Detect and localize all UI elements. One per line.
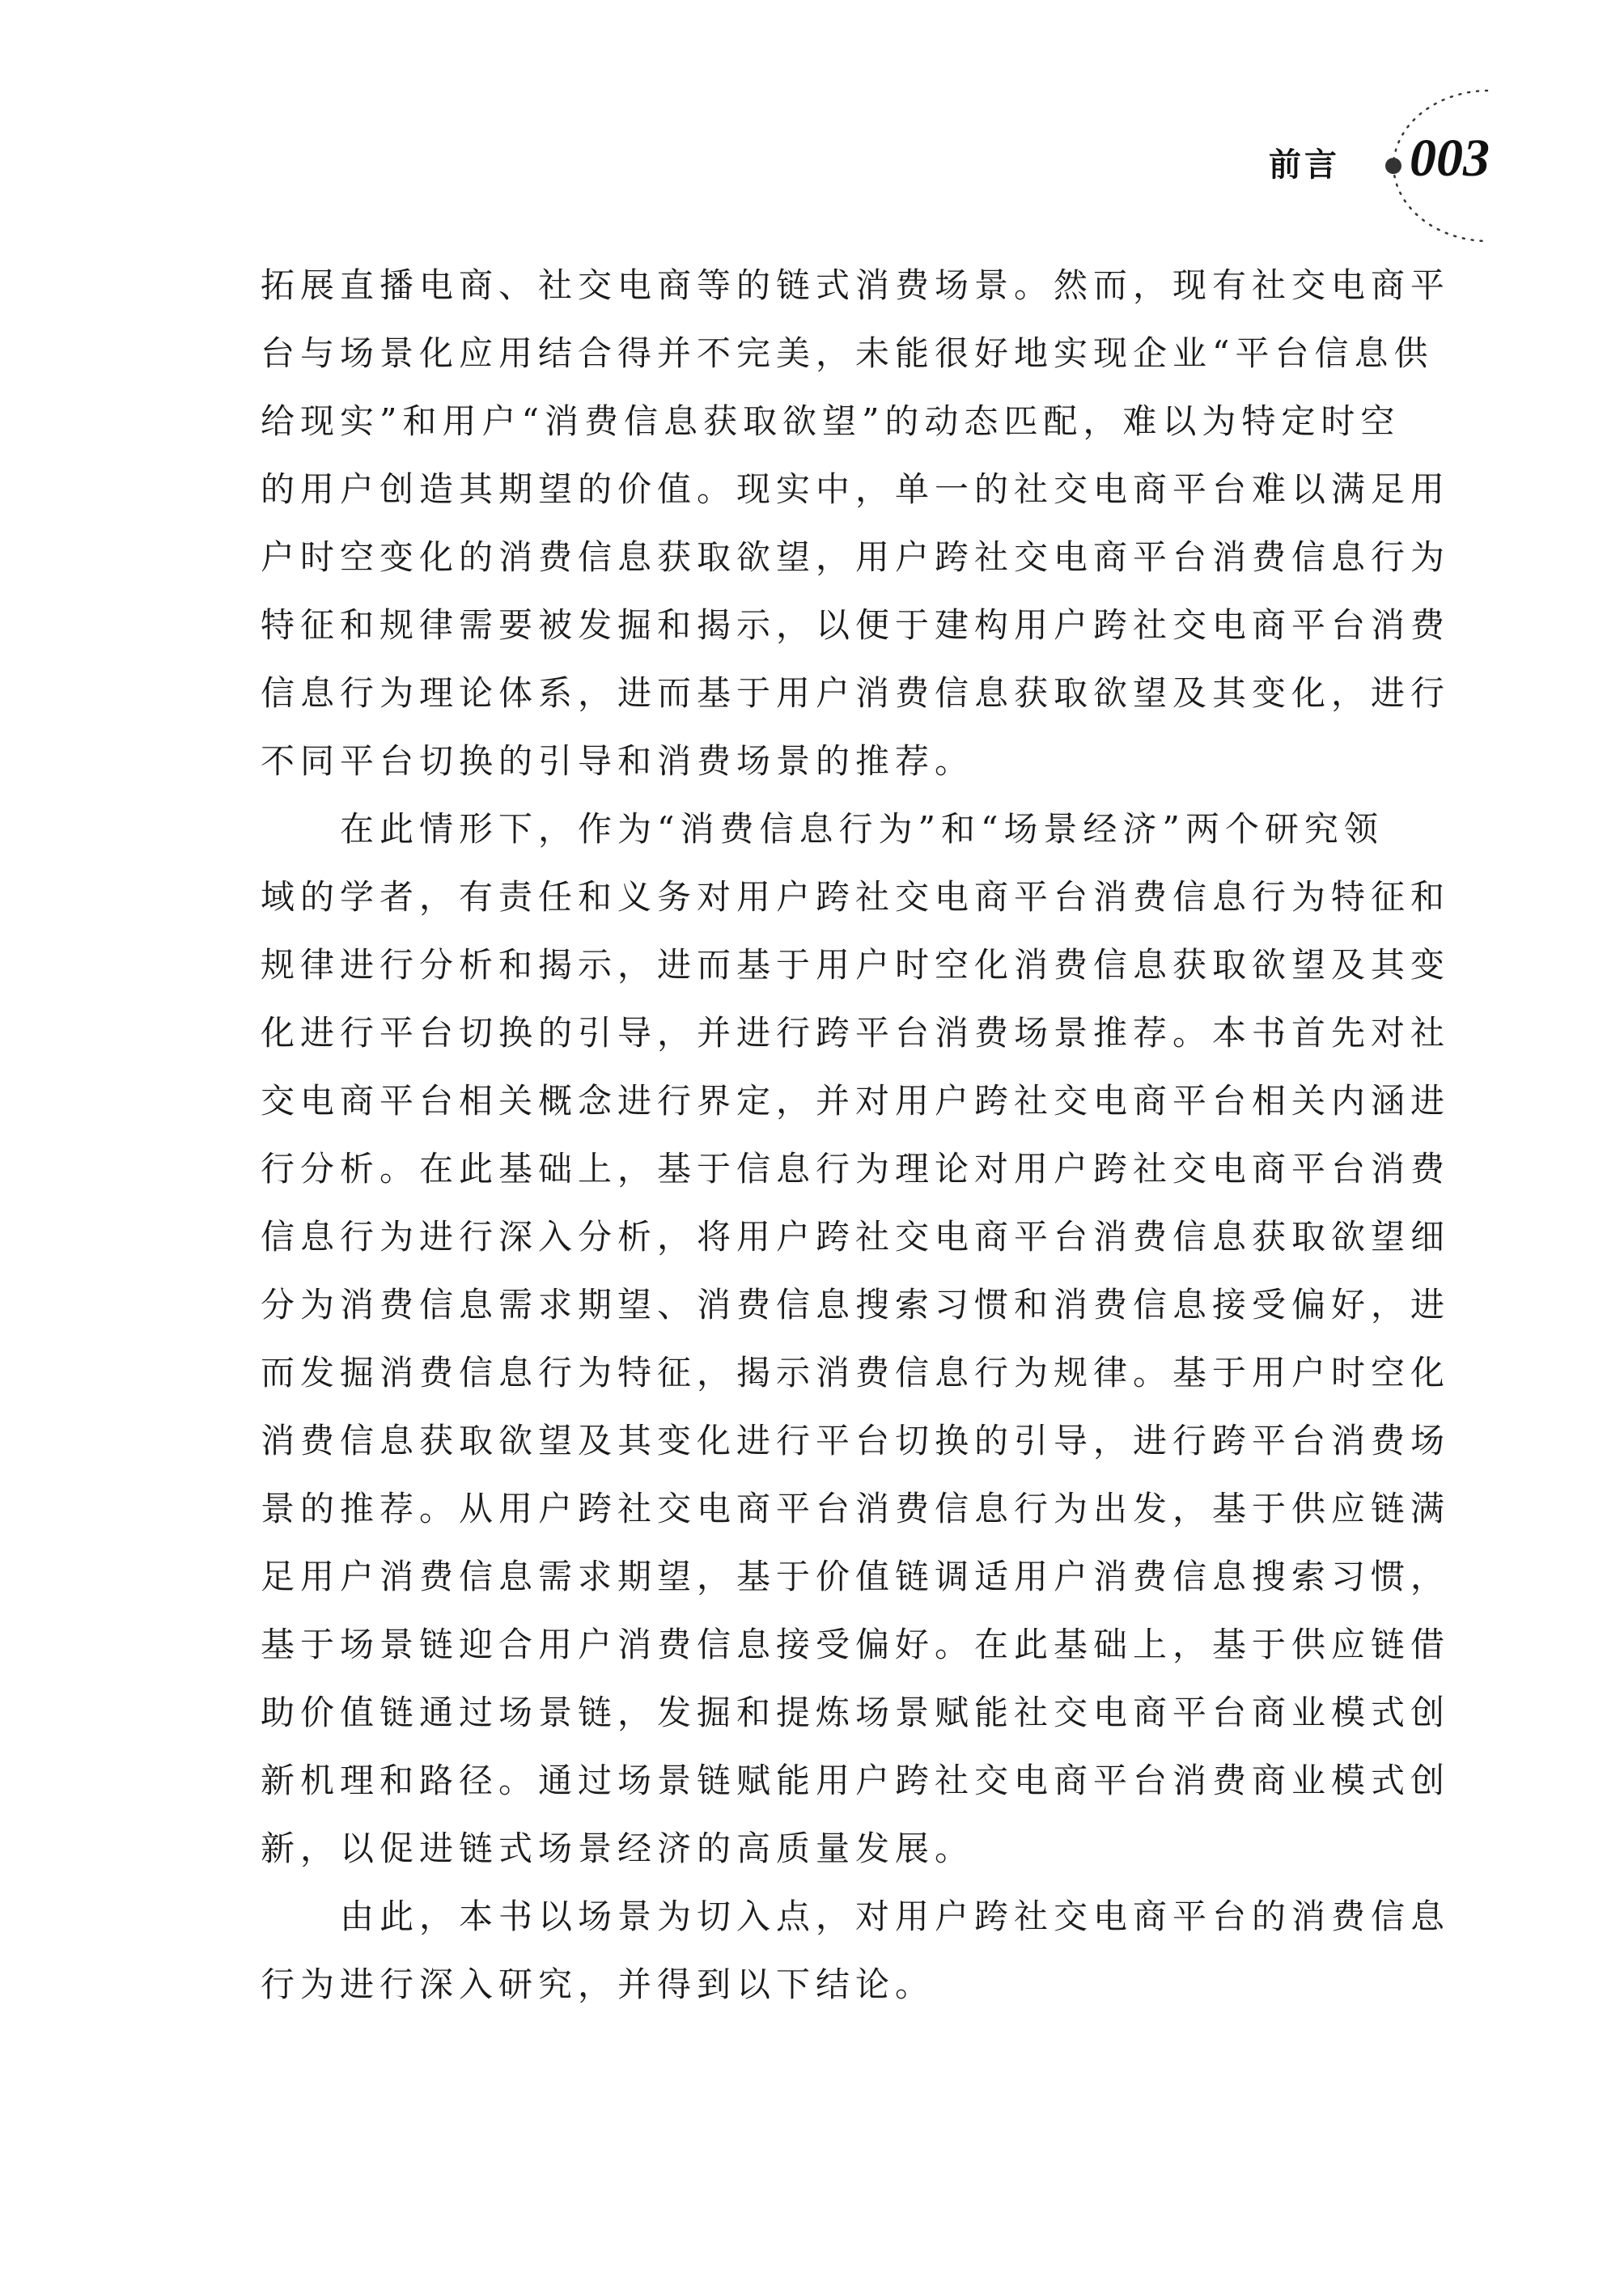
- text-line: 特征和规律需要被发掘和揭示，以便于建构用户跨社交电商平台消费: [261, 605, 1451, 645]
- paragraph: [261, 795, 1451, 1883]
- text-line: 而发掘消费信息行为特征，揭示消费信息行为规律。基于用户时空化: [261, 1353, 1451, 1392]
- text-line: 基于场景链迎合用户消费信息接受偏好。在此基础上，基于供应链借: [261, 1625, 1451, 1664]
- text-line: 域的学者，有责任和义务对用户跨社交电商平台消费信息行为特征和: [261, 877, 1451, 917]
- text-line: 化进行平台切换的引导，并进行跨平台消费场景推荐。本书首先对社: [261, 1013, 1451, 1053]
- running-head-title: 前言: [1269, 146, 1340, 184]
- text-line: 由此，本书以场景为切入点，对用户跨社交电商平台的消费信息: [340, 1897, 1451, 1936]
- text-line: 规律进行分析和揭示，进而基于用户时空化消费信息获取欲望及其变: [261, 945, 1451, 985]
- text-line: 信息行为进行深入分析，将用户跨社交电商平台消费信息获取欲望细: [261, 1217, 1451, 1257]
- text-line: 的用户创造其期望的价值。现实中，单一的社交电商平台难以满足用: [261, 469, 1451, 509]
- body-text: [261, 252, 1451, 2019]
- text-line: 交电商平台相关概念进行界定，并对用户跨社交电商平台相关内涵进: [261, 1081, 1451, 1121]
- text-line: 在此情形下，作为“消费信息行为”和“场景经济”两个研究领: [340, 809, 1384, 849]
- page-number: 003: [1410, 129, 1490, 188]
- text-line: 给现实”和用户“消费信息获取欲望”的动态匹配，难以为特定时空: [261, 401, 1401, 441]
- paragraph: [261, 252, 1451, 795]
- text-line: 分为消费信息需求期望、消费信息搜索习惯和消费信息接受偏好，进: [261, 1285, 1451, 1325]
- text-line: 新，以促进链式场景经济的高质量发展。: [261, 1829, 975, 1868]
- text-line: 助价值链通过场景链，发掘和提炼场景赋能社交电商平台商业模式创: [261, 1693, 1451, 1732]
- text-line: 足用户消费信息需求期望，基于价值链调适用户消费信息搜索习惯，: [261, 1557, 1451, 1596]
- text-line: 行为进行深入研究，并得到以下结论。: [261, 1965, 935, 2004]
- text-line: 消费信息获取欲望及其变化进行平台切换的引导，进行跨平台消费场: [261, 1421, 1451, 1460]
- text-line: 不同平台切换的引导和消费场景的推荐。: [261, 741, 975, 781]
- text-line: 拓展直播电商、社交电商等的链式消费场景。然而，现有社交电商平: [261, 265, 1451, 305]
- text-line: 台与场景化应用结合得并不完美，未能很好地实现企业“平台信息供: [261, 333, 1434, 373]
- text-line: 信息行为理论体系，进而基于用户消费信息获取欲望及其变化，进行: [261, 673, 1451, 713]
- text-line: 新机理和路径。通过场景链赋能用户跨社交电商平台消费商业模式创: [261, 1761, 1451, 1800]
- bullet-dot-icon: [1385, 158, 1401, 174]
- text-line: 景的推荐。从用户跨社交电商平台消费信息行为出发，基于供应链满: [261, 1489, 1451, 1528]
- paragraph: [261, 1883, 1451, 2019]
- text-line: 行分析。在此基础上，基于信息行为理论对用户跨社交电商平台消费: [261, 1149, 1451, 1189]
- text-line: 户时空变化的消费信息获取欲望，用户跨社交电商平台消费信息行为: [261, 537, 1451, 577]
